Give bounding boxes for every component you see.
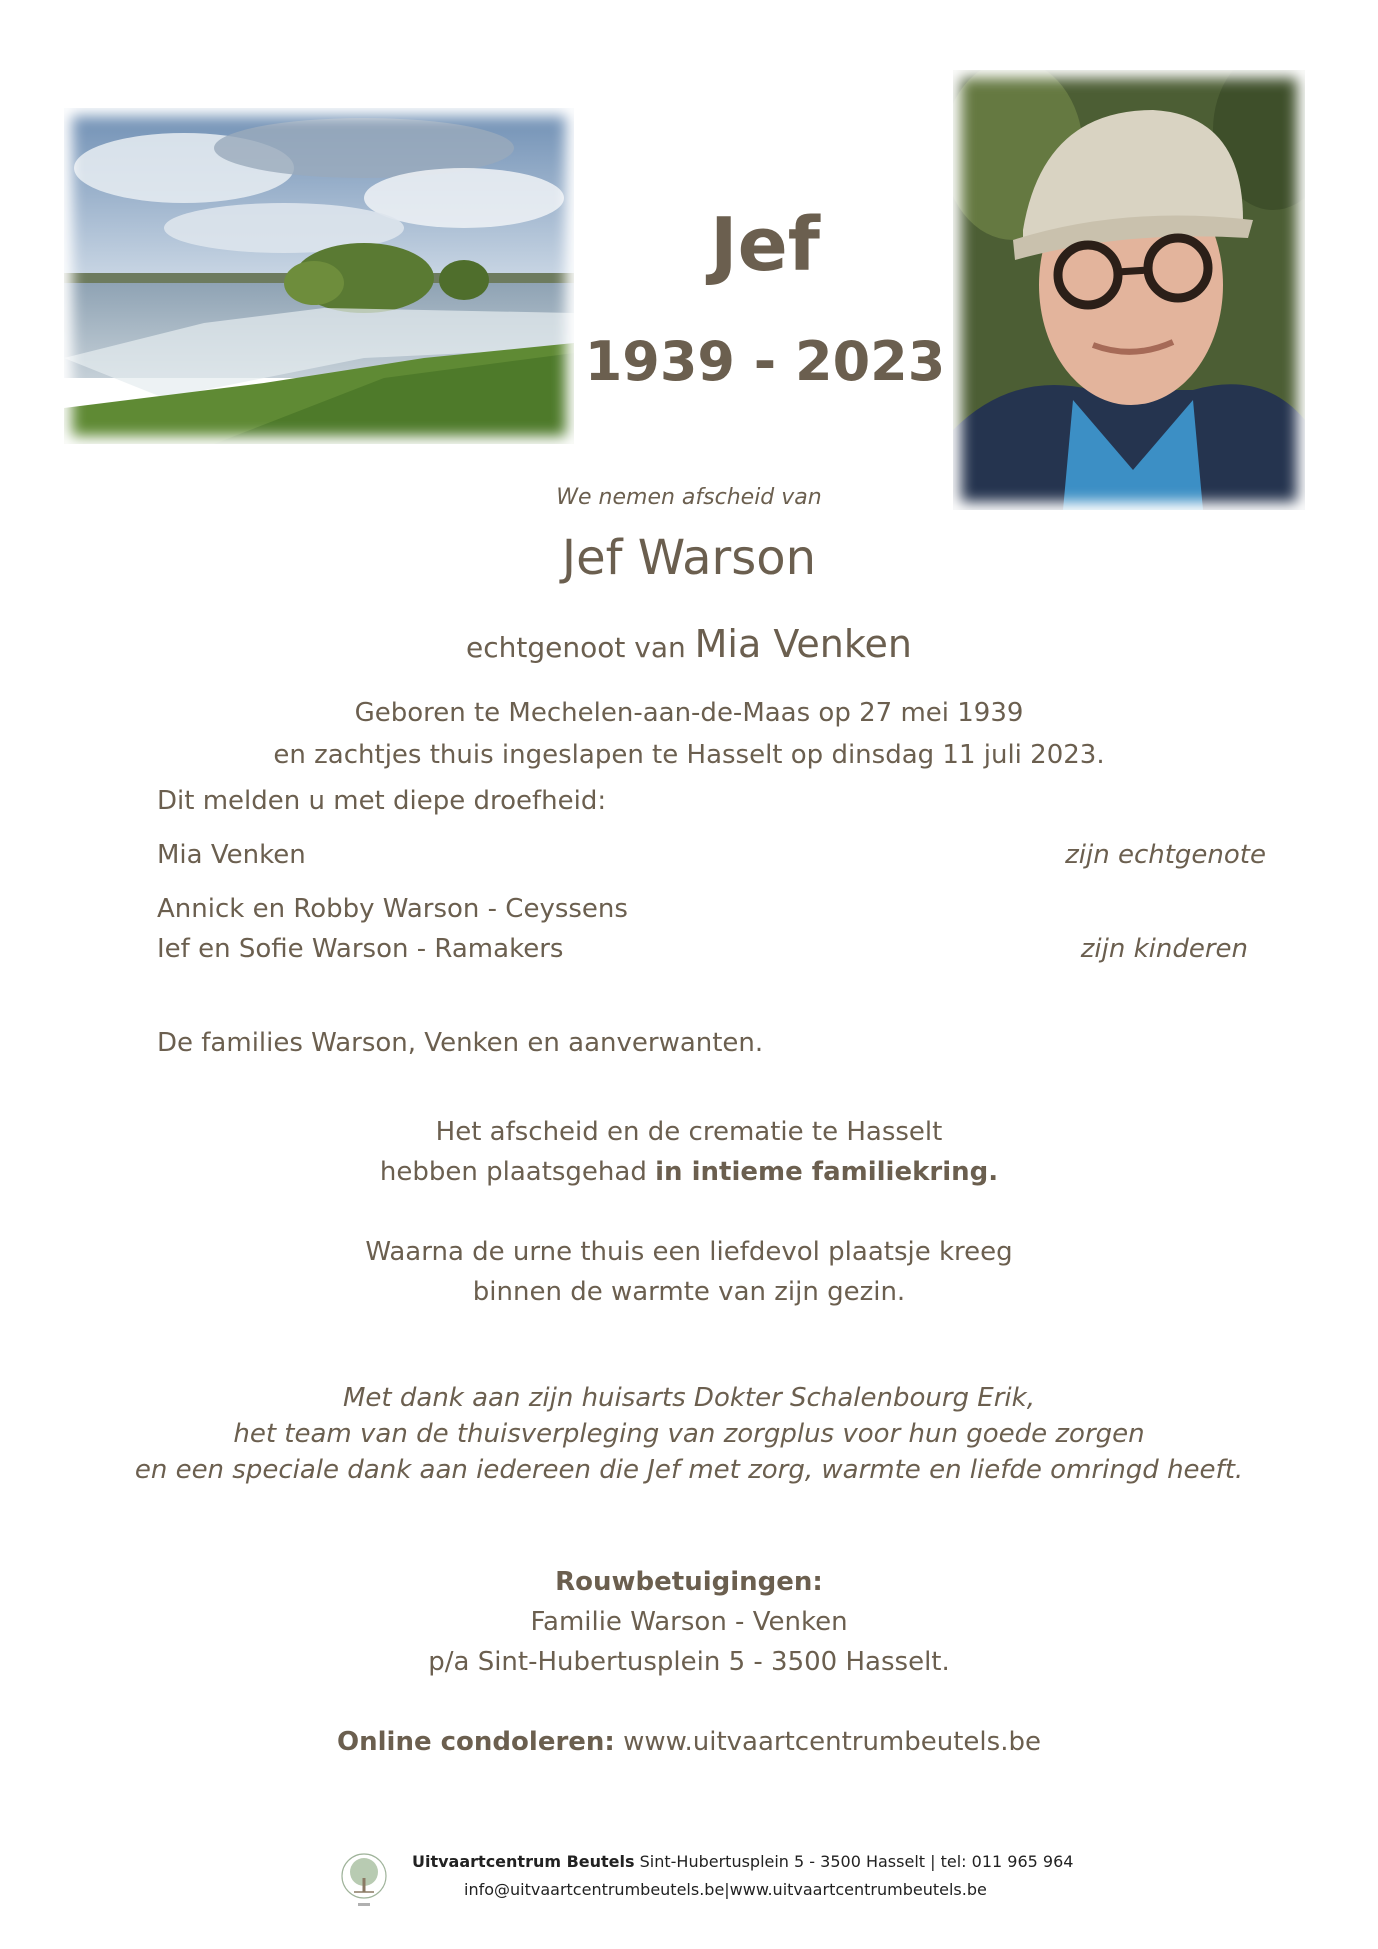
condolences-heading: Rouwbetuigingen: [555,1567,823,1597]
online-label: Online condoleren: [337,1727,615,1757]
announcement: Dit melden u met diepe droefheid: [157,786,607,816]
death-line: en zachtjes thuis ingeslapen te Hasselt op dinsdag 11 juli 2023. [273,740,1105,770]
birth-death-text [0,692,1378,776]
deceased-full-name: Jef Warson [561,530,817,586]
family-spouse-role: zijn echtgenote [1065,840,1266,870]
thanks-line-1: Met dank aan zijn huisarts Dokter Schalenbourg Erik, [343,1383,1035,1413]
first-name-heading: Jef [710,202,820,288]
online-condolences [0,1722,1378,1762]
tree-logo-icon [340,1850,388,1910]
river-landscape-photo [64,108,574,444]
intro-text: We nemen afscheid van [556,485,822,510]
spouse-prefix: echtgenoot van [466,631,686,664]
urn-line-2: binnen de warmte van zijn gezin. [472,1277,906,1307]
thanks-text [0,1380,1378,1488]
condolences-block [0,1562,1378,1682]
family-children-role: zijn kinderen [1080,934,1248,964]
footer-address: Sint-Hubertusplein 5 - 3500 Hasselt | tel: 011 965 964 [639,1852,1074,1871]
families-line: De families Warson, Venken en aanverwanten. [157,1028,764,1058]
condolences-line-1: Familie Warson - Venken [530,1607,848,1637]
ceremony-line-2-prefix: hebben plaatsgehad [379,1157,647,1187]
ceremony-text [0,1112,1378,1192]
family-child-1: Annick en Robby Warson - Ceyssens [157,894,628,924]
portrait-photo [953,70,1305,510]
life-years: 1939 - 2023 [584,330,946,393]
condolences-line-2: p/a Sint-Hubertusplein 5 - 3500 Hasselt. [428,1647,950,1677]
ceremony-line-2-bold: in intieme familiekring. [655,1157,999,1187]
online-url-link[interactable]: www.uitvaartcentrumbeutels.be [623,1727,1041,1757]
family-spouse-name: Mia Venken [157,840,306,870]
spouse-line [0,622,1378,666]
ceremony-line-1: Het afscheid en de crematie te Hasselt [435,1117,943,1147]
ceremony-line-2 [0,1152,1378,1192]
birth-line: Geboren te Mechelen-aan-de-Maas op 27 mei 1939 [354,698,1024,728]
footer-contact[interactable]: info@uitvaartcentrumbeutels.be|www.uitvaartcentrumbeutels.be [464,1880,987,1899]
footer-company-line [412,1852,1073,1871]
thanks-line-3: en een speciale dank aan iedereen die Jef met zorg, warmte en liefde omringd heeft. [134,1455,1244,1485]
spouse-name: Mia Venken [694,622,912,666]
urn-text [0,1232,1378,1312]
footer-company: Uitvaartcentrum Beutels [412,1852,635,1871]
thanks-line-2: het team van de thuisverpleging van zorgplus voor hun goede zorgen [233,1419,1145,1449]
urn-line-1: Waarna de urne thuis een liefdevol plaatsje kreeg [365,1237,1013,1267]
family-child-2: Ief en Sofie Warson - Ramakers [157,934,564,964]
